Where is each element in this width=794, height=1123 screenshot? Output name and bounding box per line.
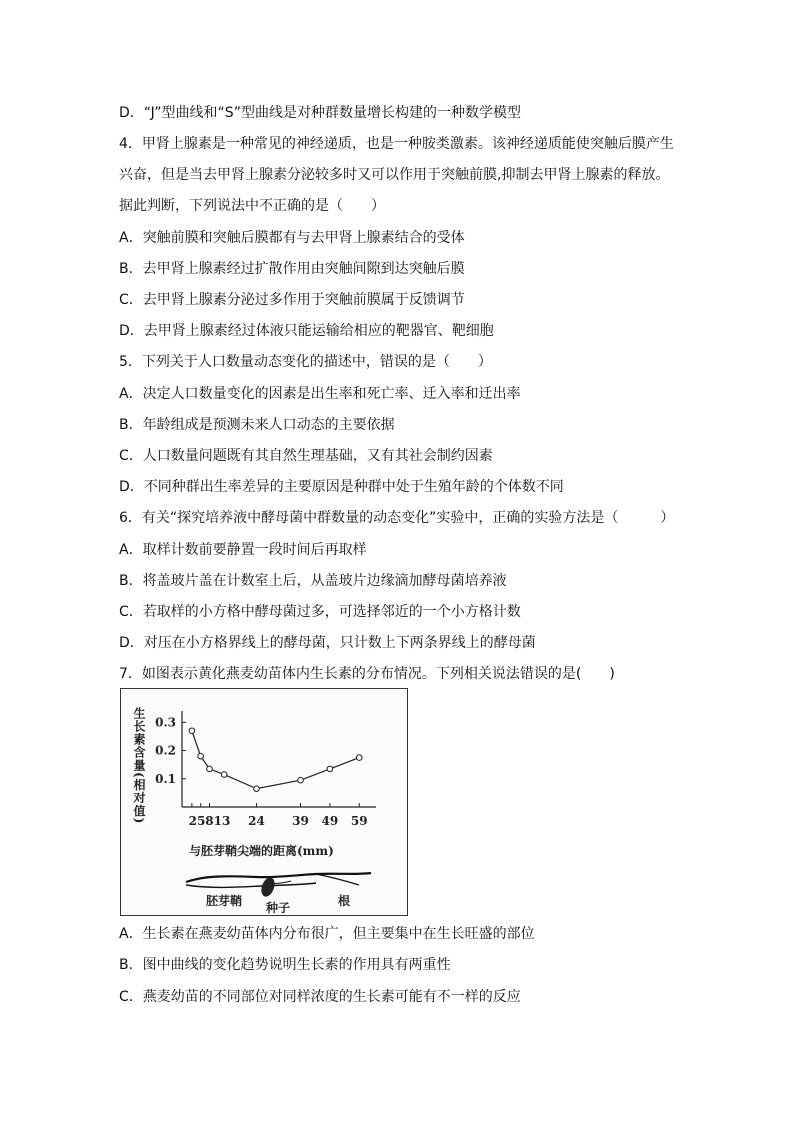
q6-option-c: C．若取样的小方格中酵母菌过多，可选择邻近的一个小方格计数 <box>119 604 521 620</box>
q4-option-d: D．去甲肾上腺素经过体液只能运输给相应的靶器官、靶细胞 <box>119 323 494 339</box>
y-tick-label: 0.1 <box>155 771 176 786</box>
seedling-diagram <box>186 873 371 915</box>
data-point <box>207 766 213 772</box>
data-point <box>198 753 204 759</box>
x-tick-label: 24 <box>248 814 265 828</box>
data-point <box>221 772 227 778</box>
q4-stem-line3: 据此判断，下列说法中不正确的是（ ） <box>119 198 385 214</box>
auxin-line-chart <box>121 689 407 915</box>
x-tick-label: 25813 <box>188 814 231 828</box>
q3-option-d: D．“J”型曲线和“S”型曲线是对种群数量增长构建的一种数学模型 <box>119 105 521 121</box>
q6-option-b: B．将盖玻片盖在计数室上后，从盖玻片边缘滴加酵母菌培养液 <box>119 573 507 589</box>
q5-stem: 5．下列关于人口数量动态变化的描述中，错误的是（ ） <box>119 354 492 370</box>
q5-option-c: C．人口数量问题既有其自然生理基础，又有其社会制约因素 <box>119 448 493 464</box>
y-axis-label: 生长素含量(相对值) <box>132 707 146 825</box>
q6-option-d: D．对压在小方格界线上的酵母菌，只计数上下两条界线上的酵母菌 <box>119 635 536 651</box>
y-tick-label: 0.3 <box>155 715 176 730</box>
q7-option-b: B．图中曲线的变化趋势说明生长素的作用具有两重性 <box>119 957 451 973</box>
auxin-figure <box>120 688 408 916</box>
q5-option-d: D．不同种群出生率差异的主要原因是种群中处于生殖年龄的个体数不同 <box>119 479 564 495</box>
q5-option-a: A．决定人口数量变化的因素是出生率和死亡率、迁入率和迁出率 <box>119 386 521 402</box>
data-point <box>327 766 333 772</box>
data-point <box>189 728 195 734</box>
data-point <box>356 755 362 761</box>
x-tick-label: 49 <box>321 814 339 828</box>
q7-option-a: A．生长素在燕麦幼苗体内分布很广，但主要集中在生长旺盛的部位 <box>119 926 535 942</box>
q7-option-c: C．燕麦幼苗的不同部位对同样浓度的生长素可能有不一样的反应 <box>119 989 521 1005</box>
seed-shape <box>259 876 277 899</box>
q4-option-b: B．去甲肾上腺素经过扩散作用由突触间隙到达突触后膜 <box>119 261 465 277</box>
y-tick-label: 0.2 <box>155 743 176 758</box>
q6-stem: 6．有关“探究培养液中酵母菌中群数量的动态变化”实验中，正确的实验方法是（ ） <box>119 510 675 526</box>
q5-option-b: B．年龄组成是预测未来人口动态的主要依据 <box>119 417 395 433</box>
q6-option-a: A．取样计数前要静置一段时间后再取样 <box>119 542 367 558</box>
q7-stem: 7．如图表示黄化燕麦幼苗体内生长素的分布情况。下列相关说法错误的是( ) <box>119 666 615 682</box>
q4-option-c: C．去甲肾上腺素分泌过多作用于突触前膜属于反馈调节 <box>119 292 465 308</box>
seed-label: 种子 <box>266 901 291 915</box>
q4-stem-line2: 兴奋，但是当去甲肾上腺素分泌较多时又可以作用于突触前膜,抑制去甲肾上腺素的释放。 <box>119 167 670 183</box>
root-label: 根 <box>338 894 351 908</box>
coleoptile-label: 胚芽鞘 <box>206 894 243 908</box>
data-point <box>298 777 304 783</box>
x-tick-label: 59 <box>350 814 368 828</box>
x-tick-label: 39 <box>292 814 309 828</box>
q4-option-a: A．突触前膜和突触后膜都有与去甲肾上腺素结合的受体 <box>119 230 465 246</box>
q4-stem-line1: 4．甲肾上腺素是一种常见的神经递质，也是一种胺类激素。该神经递质能使突触后膜产生 <box>119 136 674 152</box>
data-point <box>254 786 260 792</box>
x-axis-label: 与胚芽鞘尖端的距离(mm) <box>189 844 334 858</box>
auxin-series-line <box>192 731 359 789</box>
